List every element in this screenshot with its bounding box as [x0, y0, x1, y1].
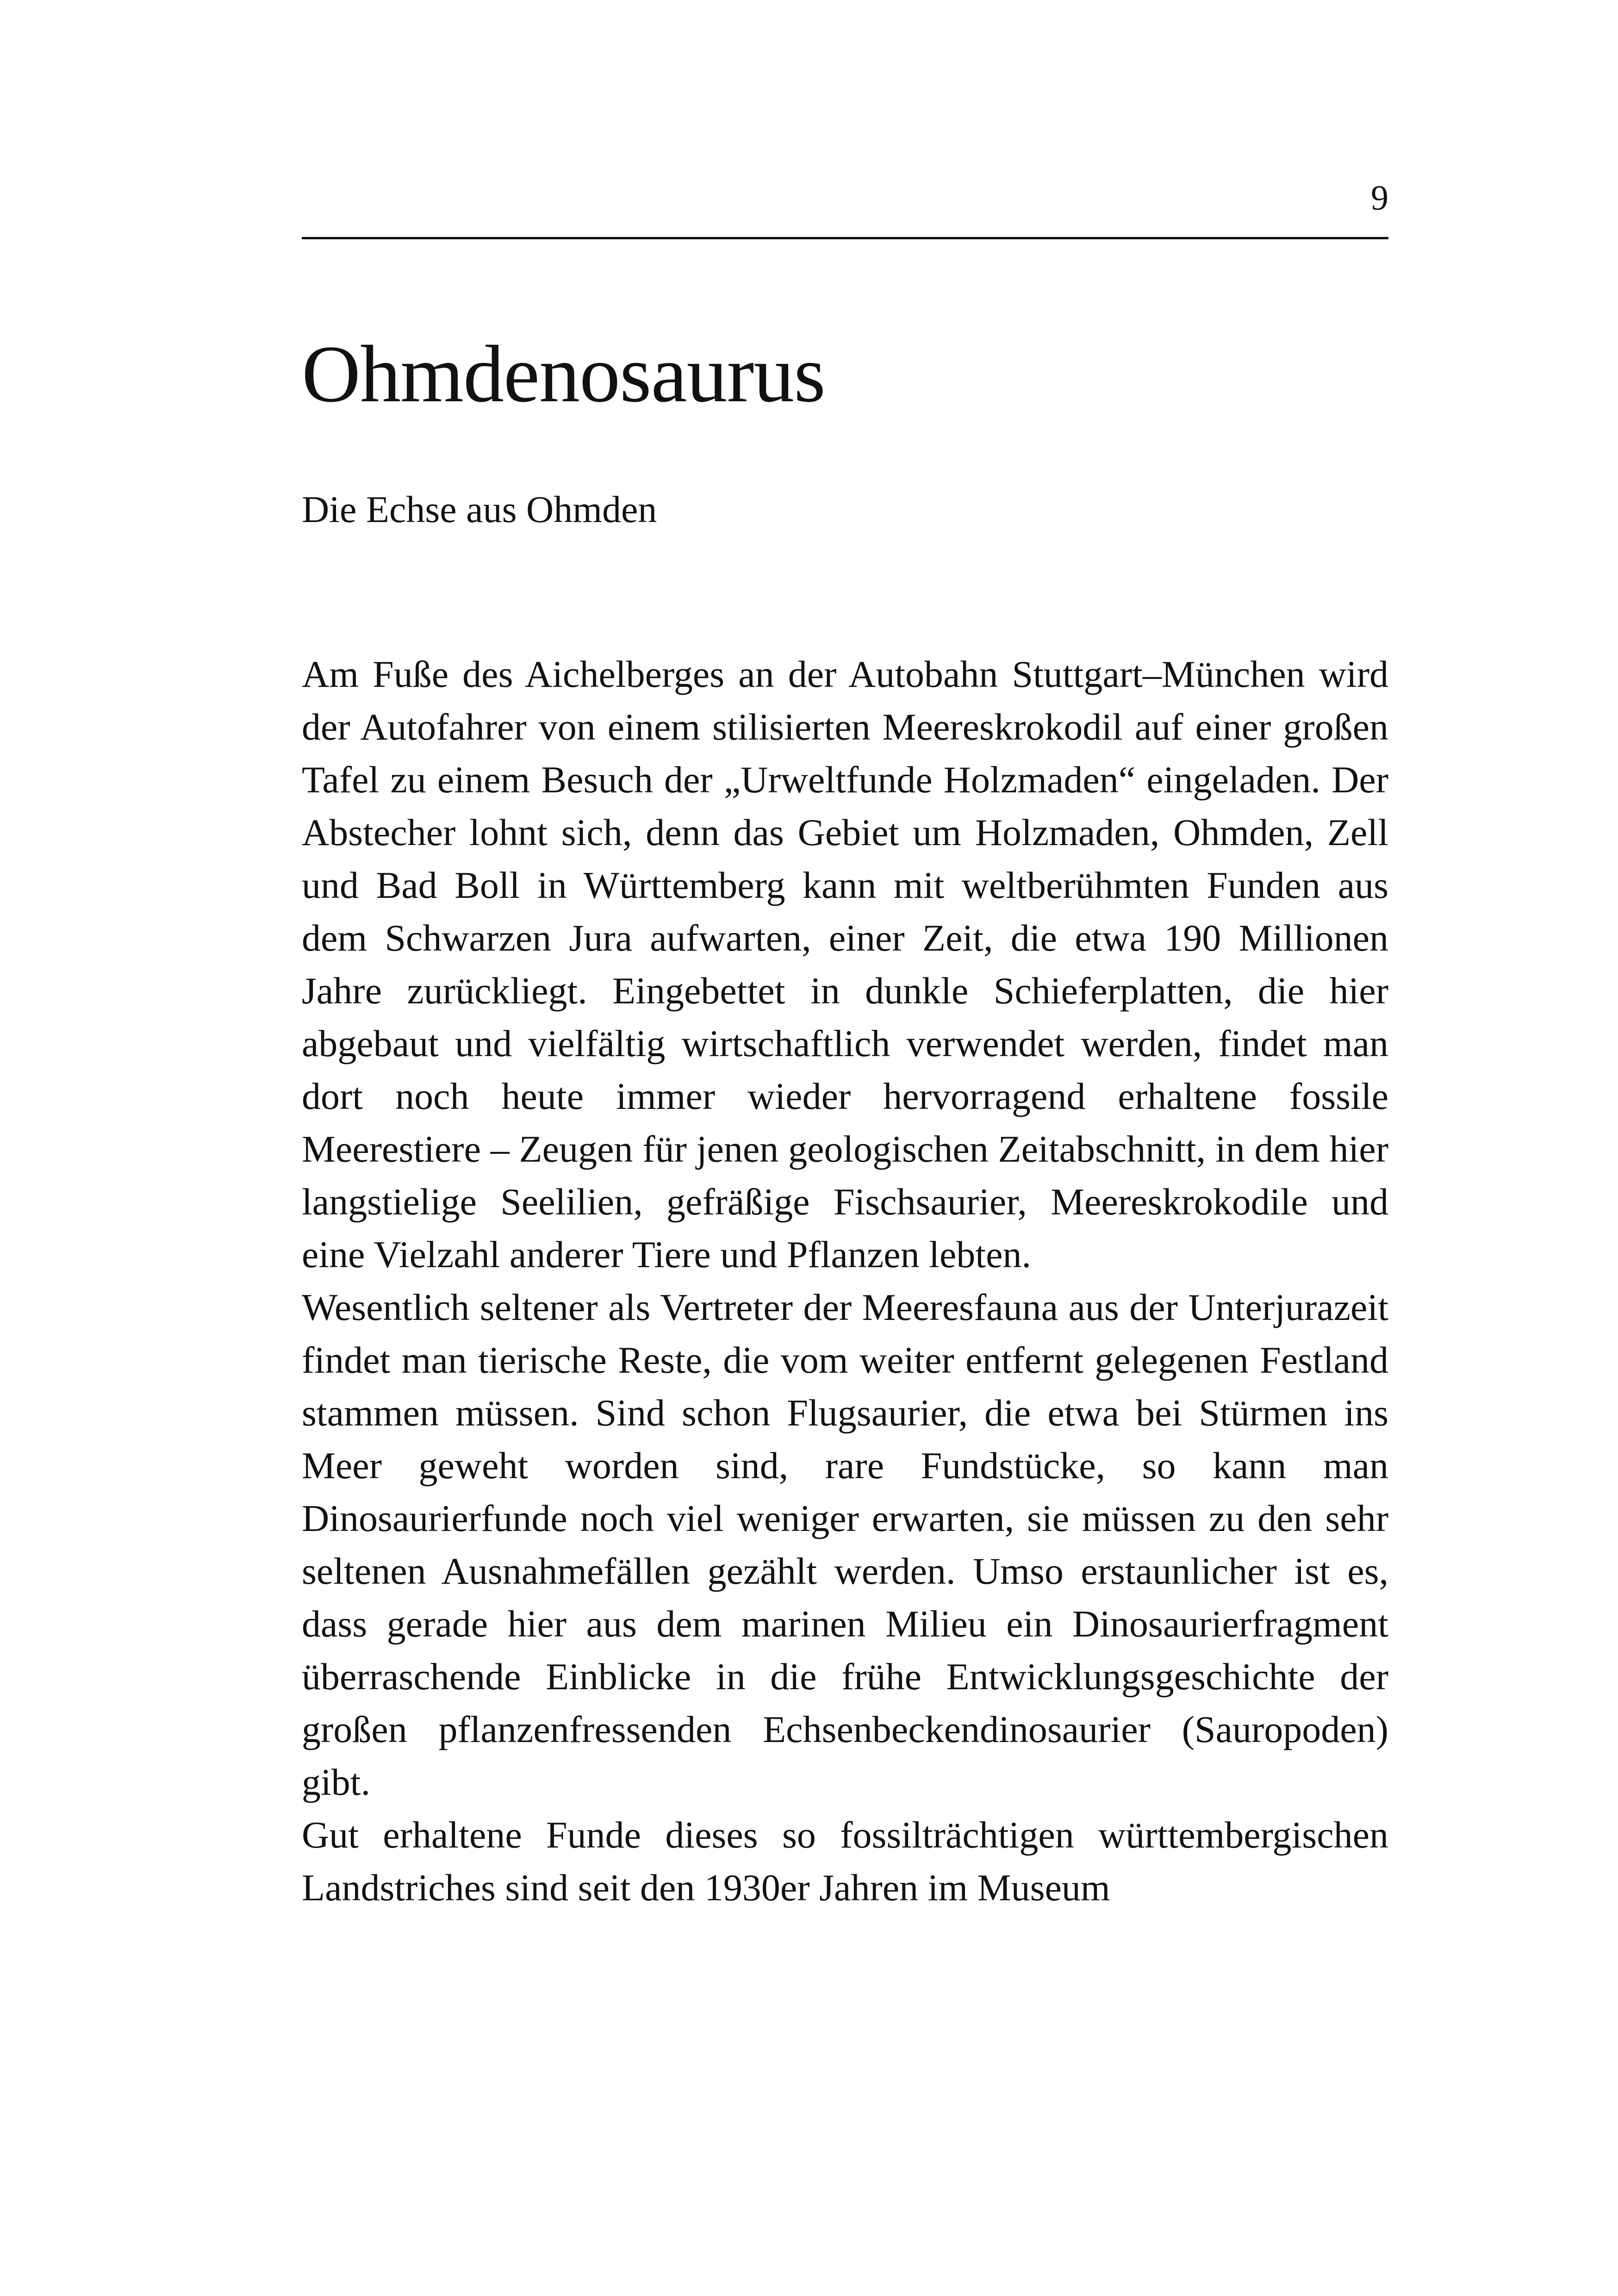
chapter-title: Ohmdenosaurus: [302, 329, 825, 419]
body-paragraph: Wesentlich seltener als Vertreter der Meeresfauna aus der Unterjurazeit findet man tierische Reste, die vom weiter entfernt gelegenen Festland stammen müssen. Sind schon Flugsaurier, die etwa bei Stürmen ins Meer geweht worden sind, rare Fundstücke, so kann man Dinosaurierfunde noch viel weniger erwarten, sie müssen zu den sehr seltenen Ausnahmefällen gezählt werden. Umso erstaunlicher ist es, dass gerade hier aus dem marinen Milieu ein Dinosaurierfragment überraschende Einblicke in die frühe Entwicklungsgeschichte der großen pflanzenfressenden Echsenbeckendinosaurier (Sauropoden) gibt.: [302, 1286, 1388, 1803]
body-paragraph: Gut erhaltene Funde dieses so fossilträchtigen württembergischen Landstriches sind seit den 1930er Jahren im Museum: [302, 1814, 1388, 1909]
body-text: [302, 648, 1388, 1914]
body-paragraph: Am Fuße des Aichelberges an der Autobahn Stuttgart–München wird der Autofahrer von einem stilisierten Meereskrokodil auf einer großen Tafel zu einem Besuch der „Urweltfunde Holzmaden“ eingeladen. Der Abstecher lohnt sich, denn das Gebiet um Holzmaden, Ohmden, Zell und Bad Boll in Württemberg kann mit weltberühmten Funden aus dem Schwarzen Jura aufwarten, einer Zeit, die etwa 190 Millionen Jahre zurückliegt. Eingebettet in dunkle Schieferplatten, die hier abgebaut und vielfältig wirtschaftlich verwendet werden, findet man dort noch heute immer wieder hervorragend erhaltene fossile Meerestiere – Zeugen für jenen geologischen Zeitabschnitt, in dem hier langstielige Seelilien, gefräßige Fischsaurier, Meereskrokodile und eine Vielzahl anderer Tiere und Pflanzen lebten.: [302, 653, 1388, 1276]
chapter-subtitle: Die Echse aus Ohmden: [302, 488, 657, 530]
header-rule: [302, 237, 1388, 239]
page-number: 9: [1371, 179, 1388, 218]
